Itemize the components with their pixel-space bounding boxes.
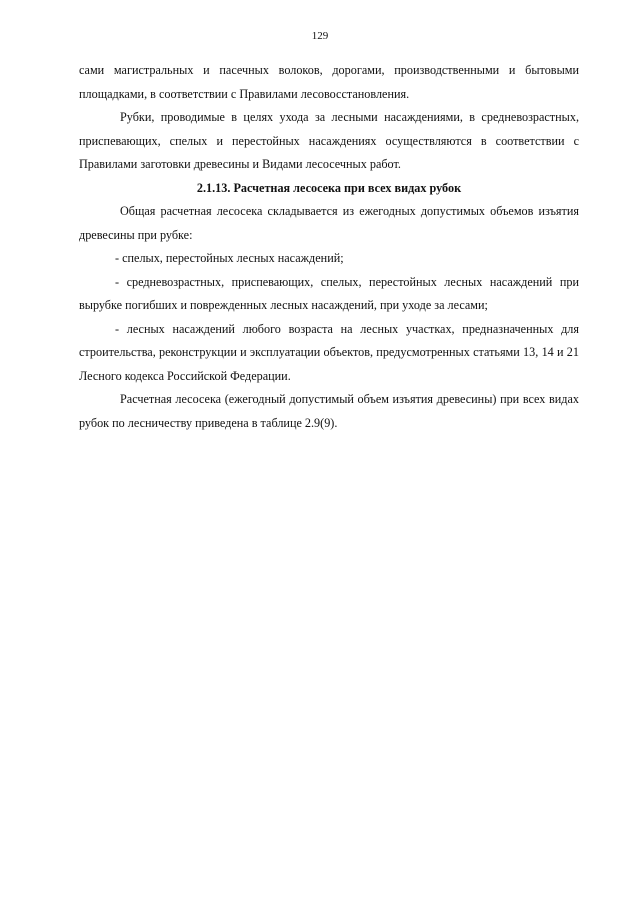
page-number: 129 (311, 30, 329, 42)
section-heading: 2.1.13. Расчетная лесосека при всех видах рубок (196, 180, 462, 195)
document-body (79, 59, 579, 435)
paragraph-closing: Расчетная лесосека (ежегодный допустимый объем изъятия древесины) при всех видах рубок по лесничеству приведена в таблице 2.9(9). (79, 392, 579, 430)
list-item-any-age-stands: - лесных насаждений любого возраста на лесных участках, предназначенных для строительства, реконструкции и эксплуатации объектов, предусмотренных статьями 13, 14 и 21 Лесного кодекса Российской Федерации. (79, 321, 579, 383)
paragraph-continuation: сами магистральных и пасечных волоков, дорогами, производственными и бытовыми площадками, в соответствии с Правилами лесовосстановления. (79, 63, 579, 101)
paragraph-intro: Общая расчетная лесосека складывается из ежегодных допустимых объемов изъятия древесины при рубке: (79, 204, 579, 242)
paragraph-care-felling: Рубки, проводимые в целях ухода за лесными насаждениями, в средневозрастных, приспевающих, спелых и перестойных насаждениях осуществляются в соответствии с Правилами заготовки древесины и Видами лесосечных работ. (79, 110, 579, 171)
list-item-mature-stands: - спелых, перестойных лесных насаждений; (115, 251, 344, 265)
list-item-damaged-stands: - средневозрастных, приспевающих, спелых, перестойных лесных насаждений при вырубке погибших и поврежденных лесных насаждений, при уходе за лесами; (79, 274, 579, 312)
